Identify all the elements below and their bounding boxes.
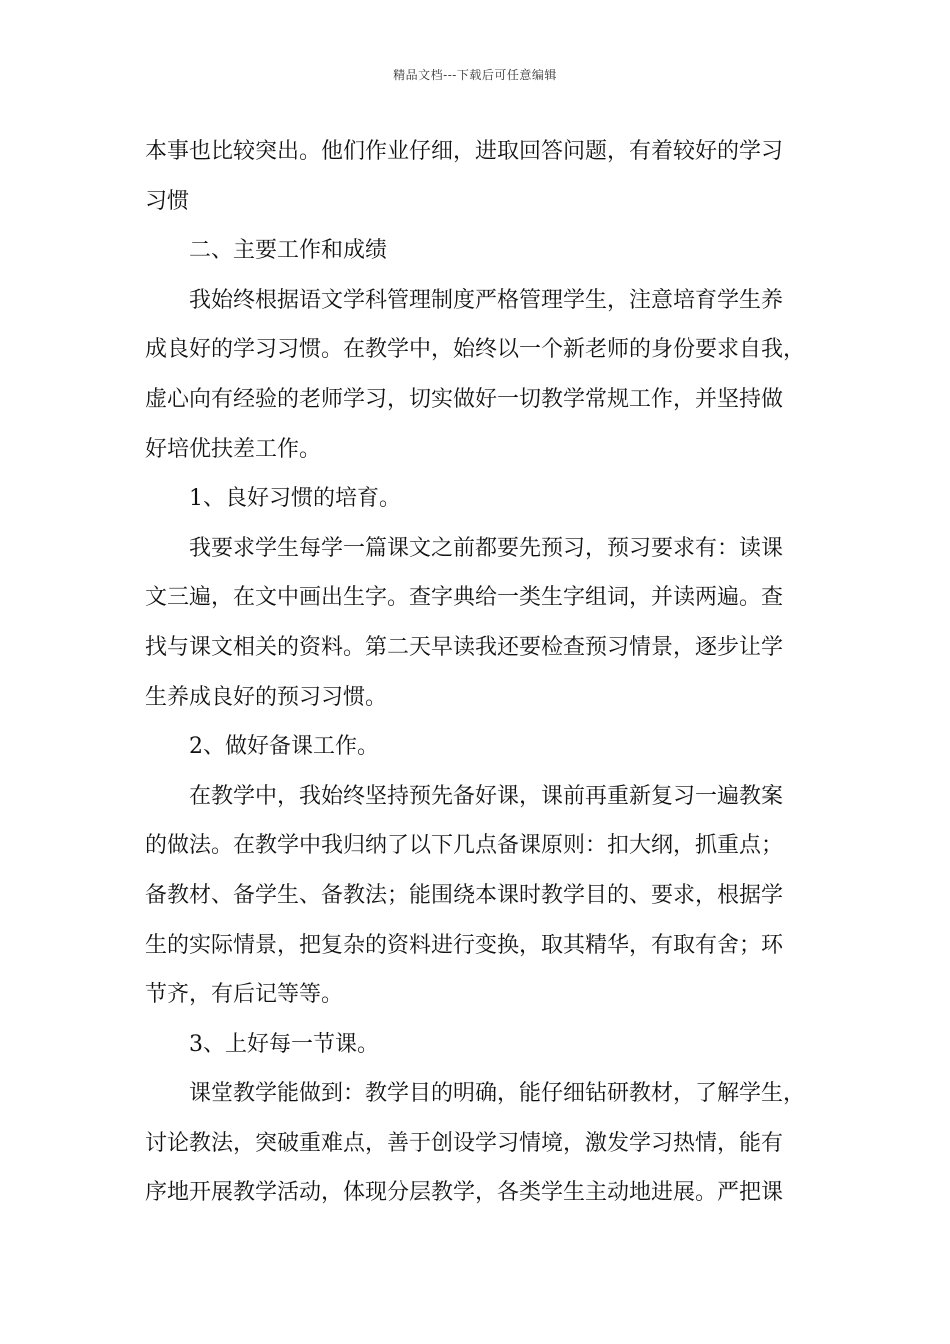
text-line: 备教材、备学生、备教法；能围绕本课时教学目的、要求，根据学	[145, 882, 784, 908]
text-line: 二、主要工作和成绩	[189, 238, 388, 264]
page-header: 精品文档---下载后可任意编辑	[393, 68, 557, 82]
text-line: 好培优扶差工作。	[145, 436, 322, 462]
text-line: 课堂教学能做到：教学目的明确，能仔细钻研教材，了解学生，	[189, 1081, 806, 1107]
text-line: 3、上好每一节课。	[189, 1031, 379, 1057]
text-line: 生的实际情景，把复杂的资料进行变换，取其精华，有取有舍；环	[145, 932, 784, 958]
body-text	[145, 130, 817, 1221]
text-line: 在教学中，我始终坚持预先备好课，课前再重新复习一遍教案	[189, 783, 784, 809]
text-line: 讨论教法，突破重难点，善于创设学习情境，激发学习热情，能有	[145, 1130, 784, 1156]
text-line: 文三遍，在文中画出生字。查字典给一类生字组词，并读两遍。查	[145, 585, 784, 611]
text-line: 的做法。在教学中我归纳了以下几点备课原则：扣大纲，抓重点；	[145, 833, 784, 859]
text-line: 虚心向有经验的老师学习，切实做好一切教学常规工作，并坚持做	[145, 386, 784, 412]
text-line: 2、做好备课工作。	[189, 734, 379, 760]
text-line: 生养成良好的预习习惯。	[145, 684, 388, 710]
text-line: 序地开展教学活动，体现分层教学，各类学生主动地进展。严把课	[145, 1180, 784, 1206]
text-line: 找与课文相关的资料。第二天早读我还要检查预习情景，逐步让学	[145, 634, 784, 660]
text-line: 本事也比较突出。他们作业仔细，进取回答问题，有着较好的学习	[145, 139, 784, 164]
text-line: 我始终根据语文学科管理制度严格管理学生，注意培育学生养	[189, 287, 784, 313]
text-line: 习惯	[145, 188, 190, 214]
text-line: 节齐，有后记等等。	[145, 982, 344, 1008]
text-line: 我要求学生每学一篇课文之前都要先预习，预习要求有：读课	[189, 535, 784, 561]
text-line: 1、良好习惯的培育。	[189, 486, 401, 512]
text-line: 成良好的学习习惯。在教学中，始终以一个新老师的身份要求自我，	[145, 337, 806, 363]
